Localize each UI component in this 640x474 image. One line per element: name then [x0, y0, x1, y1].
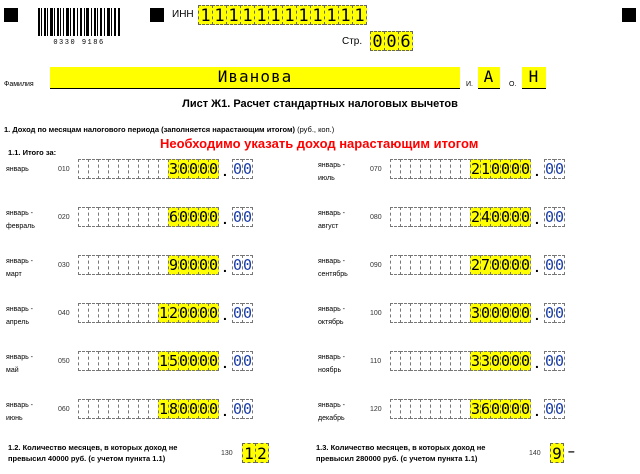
row-label-line2: март	[6, 271, 22, 278]
digit-cell[interactable]: 6	[398, 31, 413, 51]
kop-digit-cell[interactable]: 0	[545, 304, 555, 322]
row-label	[318, 305, 345, 327]
row-code: 010	[58, 166, 70, 173]
row-code: 020	[58, 214, 70, 221]
decimal-point: .	[223, 403, 227, 419]
initial-patronymic-label: О.	[509, 81, 517, 88]
rub-digit-cell[interactable]: 0	[179, 160, 189, 178]
rub-digit-cell[interactable]: 0	[521, 352, 531, 370]
right-amount-080[interactable]	[390, 205, 564, 229]
kop-digit-cell[interactable]: 0	[233, 352, 243, 370]
kop-digit-cell[interactable]: 0	[243, 256, 253, 274]
q12-label	[8, 442, 177, 464]
kop-digit-cell[interactable]: 0	[233, 400, 243, 418]
row-label-line1: январь -	[318, 306, 346, 313]
rub-digit-cell[interactable]: 6	[481, 400, 491, 418]
row-label-line1: январь -	[318, 162, 346, 169]
row-label-line2: июль	[318, 175, 335, 182]
digit-cell[interactable]: 1	[296, 5, 311, 25]
left-amount-020[interactable]	[78, 205, 252, 229]
rub-digit-cell[interactable]: 7	[481, 256, 491, 274]
rub-digit-cell[interactable]: 0	[209, 160, 219, 178]
row-label	[318, 401, 345, 423]
rub-digit-cell[interactable]: 0	[199, 352, 209, 370]
rub-digit-cell[interactable]: 0	[209, 304, 219, 322]
row-label-line2: февраль	[6, 223, 35, 230]
row-label-line1: январь	[6, 166, 29, 173]
rub-digit-cell[interactable]: 0	[189, 160, 199, 178]
decimal-point: .	[535, 403, 539, 419]
rub-digit-cell[interactable]: 0	[209, 352, 219, 370]
initial-name-label: И.	[466, 81, 473, 88]
row-label-line2: август	[318, 223, 339, 230]
alignment-marker-right	[622, 8, 636, 22]
rub-digit-cell[interactable]: 0	[501, 352, 511, 370]
row-label	[318, 161, 345, 183]
rub-digit-cell[interactable]: 0	[189, 352, 199, 370]
initial-name-field[interactable]: А	[478, 67, 500, 89]
decimal-point: .	[535, 211, 539, 227]
rub-digit-cell[interactable]: 0	[511, 256, 521, 274]
row-label	[6, 305, 33, 327]
kop-digit-cell[interactable]: 0	[555, 208, 565, 226]
row-label-line2: июнь	[6, 415, 23, 422]
rub-digit-cell[interactable]: 0	[491, 352, 501, 370]
rub-digit-cell[interactable]: 3	[481, 352, 491, 370]
kop-digit-cell[interactable]: 0	[545, 208, 555, 226]
digit-cell[interactable]: 1	[352, 5, 367, 25]
rub-digit-cell[interactable]: 0	[501, 400, 511, 418]
inn-label: ИНН	[172, 9, 194, 20]
decimal-point: .	[535, 259, 539, 275]
kop-digit-cell[interactable]: 0	[233, 304, 243, 322]
digit-cell[interactable]: 1	[240, 5, 255, 25]
q12-code: 130	[221, 450, 233, 457]
decimal-point: .	[223, 163, 227, 179]
q12-label-line1: 1.2. Количество месяцев, в которых доход не	[8, 443, 178, 452]
initial-patronymic-field[interactable]: Н	[522, 67, 546, 89]
digit-cell[interactable]: 1	[212, 5, 227, 25]
row-label-line2: октябрь	[318, 319, 344, 326]
row-label	[6, 257, 33, 279]
kop-digit-cell[interactable]: 0	[555, 160, 565, 178]
kop-digit-cell[interactable]: 0	[555, 400, 565, 418]
decimal-point: .	[223, 259, 227, 275]
kop-digit-cell[interactable]: 0	[243, 352, 253, 370]
rub-digit-cell[interactable]: 0	[481, 304, 491, 322]
row-code: 100	[370, 310, 382, 317]
rub-digit-cell[interactable]: 0	[209, 400, 219, 418]
inn-field[interactable]	[198, 5, 366, 25]
rub-digit-cell[interactable]: 3	[169, 160, 179, 178]
rub-digit-cell[interactable]: 0	[521, 160, 531, 178]
row-label	[6, 209, 35, 231]
decimal-point: .	[223, 355, 227, 371]
q13-code: 140	[529, 450, 541, 457]
row-label-line1: январь -	[318, 258, 346, 265]
decimal-point: .	[535, 163, 539, 179]
kop-digit-cell[interactable]: 0	[545, 352, 555, 370]
page-label: Стр.	[342, 36, 363, 47]
row-code: 110	[370, 358, 382, 365]
rub-digit-cell[interactable]: 0	[209, 256, 219, 274]
kop-digit-cell[interactable]: 0	[233, 160, 243, 178]
kop-digit-cell[interactable]: 0	[243, 160, 253, 178]
q12-digit[interactable]: 2	[255, 443, 269, 463]
decimal-point: .	[223, 307, 227, 323]
rub-digit-cell[interactable]: 0	[511, 400, 521, 418]
kop-digit-cell[interactable]: 0	[555, 256, 565, 274]
right-amount-120[interactable]	[390, 397, 564, 421]
barcode-icon	[38, 8, 120, 36]
q12-label-line2: превысил 40000 руб. (с учетом пункта 1.1)	[8, 454, 166, 463]
rub-digit-cell[interactable]: 0	[189, 256, 199, 274]
row-label-line2: апрель	[6, 319, 29, 326]
digit-cell[interactable]: 1	[254, 5, 269, 25]
row-label-line1: январь -	[318, 354, 346, 361]
barcode-number: 0330 9186	[53, 39, 105, 47]
row-label-line2: сентябрь	[318, 271, 348, 278]
rub-digit-cell[interactable]: 0	[511, 208, 521, 226]
subsection-1-1: 1.1. Итого за:	[8, 148, 57, 157]
left-amount-060[interactable]	[78, 397, 252, 421]
right-amount-100[interactable]	[390, 301, 564, 325]
sheet-title: Лист Ж1. Расчет стандартных налоговых вычетов	[182, 98, 458, 110]
kop-digit-cell[interactable]: 0	[243, 304, 253, 322]
row-label-line1: январь -	[318, 210, 346, 217]
rub-digit-cell[interactable]: 0	[179, 256, 189, 274]
rub-digit-cell[interactable]: 3	[471, 400, 481, 418]
surname-label: Фамилия	[4, 81, 34, 88]
rub-digit-cell[interactable]: 0	[491, 208, 501, 226]
q13-dash: –	[568, 444, 575, 458]
row-code: 090	[370, 262, 382, 269]
digit-cell[interactable]: 0	[370, 31, 385, 51]
row-label	[318, 353, 345, 375]
rub-digit-cell[interactable]: 0	[501, 160, 511, 178]
rub-digit-cell[interactable]: 1	[159, 352, 169, 370]
q13-label-line1: 1.3. Количество месяцев, в которых доход не	[316, 443, 486, 452]
left-amount-040[interactable]	[78, 301, 252, 325]
digit-cell[interactable]: 1	[338, 5, 353, 25]
kop-digit-cell[interactable]: 0	[545, 256, 555, 274]
digit-cell[interactable]: 1	[268, 5, 283, 25]
q13-label	[316, 442, 485, 464]
rub-digit-cell[interactable]: 0	[179, 208, 189, 226]
rub-digit-cell[interactable]: 1	[159, 304, 169, 322]
rub-digit-cell[interactable]: 0	[511, 304, 521, 322]
annotation-note: Необходимо указать доход нарастающим итогом	[160, 136, 479, 151]
row-code: 050	[58, 358, 70, 365]
row-label-line1: январь -	[318, 402, 346, 409]
rub-digit-cell[interactable]: 1	[159, 400, 169, 418]
rub-digit-cell[interactable]: 5	[169, 352, 179, 370]
q12-digit[interactable]: 1	[242, 443, 256, 463]
page-number-field[interactable]	[370, 31, 412, 51]
q13-label-line2: превысил 280000 руб. (с учетом пункта 1.1)	[316, 454, 478, 463]
row-label	[318, 209, 345, 231]
rub-digit-cell[interactable]: 0	[179, 400, 189, 418]
rub-digit-cell[interactable]: 0	[521, 256, 531, 274]
row-label-line1: январь -	[6, 210, 34, 217]
rub-digit-cell[interactable]: 0	[199, 160, 209, 178]
surname-field[interactable]: Иванова	[50, 67, 460, 89]
digit-cell[interactable]: 1	[198, 5, 213, 25]
left-amount-050[interactable]	[78, 349, 252, 373]
row-label-line1: январь -	[6, 306, 34, 313]
rub-digit-cell[interactable]: 0	[179, 352, 189, 370]
rub-digit-cell[interactable]: 0	[209, 208, 219, 226]
rub-digit-cell[interactable]: 0	[491, 160, 501, 178]
rub-digit-cell[interactable]: 0	[189, 304, 199, 322]
kop-digit-cell[interactable]: 0	[233, 208, 243, 226]
rub-digit-cell[interactable]: 8	[169, 400, 179, 418]
rub-digit-cell[interactable]: 0	[511, 352, 521, 370]
decimal-point: .	[223, 211, 227, 227]
rub-digit-cell[interactable]: 0	[521, 208, 531, 226]
left-amount-030[interactable]	[78, 253, 252, 277]
rub-digit-cell[interactable]: 0	[501, 208, 511, 226]
row-label-line1: январь -	[6, 354, 34, 361]
row-label-line2: май	[6, 367, 19, 374]
rub-digit-cell[interactable]: 1	[481, 160, 491, 178]
rub-digit-cell[interactable]: 2	[471, 160, 481, 178]
row-label	[6, 353, 33, 375]
row-code: 040	[58, 310, 70, 317]
section-1-bold: 1. Доход по месяцам налогового периода (заполняется нарастающим итогом)	[4, 125, 296, 134]
rub-digit-cell[interactable]: 2	[471, 256, 481, 274]
rub-digit-cell[interactable]: 0	[501, 304, 511, 322]
kop-digit-cell[interactable]: 0	[555, 304, 565, 322]
alignment-marker-mid	[150, 8, 164, 22]
rub-digit-cell[interactable]: 9	[169, 256, 179, 274]
rub-digit-cell[interactable]: 0	[521, 304, 531, 322]
kop-digit-cell[interactable]: 0	[545, 400, 555, 418]
digit-cell[interactable]: 0	[384, 31, 399, 51]
digit-cell[interactable]: 1	[324, 5, 339, 25]
left-amount-010[interactable]	[78, 157, 252, 181]
digit-cell[interactable]: 1	[282, 5, 297, 25]
rub-digit-cell[interactable]: 0	[491, 400, 501, 418]
kop-digit-cell[interactable]: 0	[555, 352, 565, 370]
rub-digit-cell[interactable]: 0	[491, 256, 501, 274]
rub-digit-cell[interactable]: 2	[471, 208, 481, 226]
right-amount-110[interactable]	[390, 349, 564, 373]
rub-digit-cell[interactable]: 0	[501, 256, 511, 274]
row-code: 070	[370, 166, 382, 173]
rub-digit-cell[interactable]: 0	[199, 256, 209, 274]
row-label	[6, 401, 33, 423]
row-code: 030	[58, 262, 70, 269]
rub-digit-cell[interactable]: 3	[471, 304, 481, 322]
rub-digit-cell[interactable]: 4	[481, 208, 491, 226]
alignment-marker-left	[4, 8, 18, 22]
rub-digit-cell[interactable]: 0	[199, 304, 209, 322]
rub-digit-cell[interactable]: 0	[199, 400, 209, 418]
right-amount-070[interactable]	[390, 157, 564, 181]
decimal-point: .	[535, 355, 539, 371]
digit-cell[interactable]: 1	[226, 5, 241, 25]
q13-digit[interactable]: 9	[550, 443, 564, 463]
rub-digit-cell[interactable]: 0	[199, 208, 209, 226]
row-code: 080	[370, 214, 382, 221]
rub-digit-cell[interactable]: 6	[169, 208, 179, 226]
rub-digit-cell[interactable]: 3	[471, 352, 481, 370]
rub-digit-cell[interactable]: 0	[491, 304, 501, 322]
kop-digit-cell[interactable]: 0	[545, 160, 555, 178]
rub-digit-cell[interactable]: 0	[189, 208, 199, 226]
right-amount-090[interactable]	[390, 253, 564, 277]
rub-digit-cell[interactable]: 0	[521, 400, 531, 418]
row-code: 060	[58, 406, 70, 413]
section-1-units: (руб., коп.)	[295, 125, 335, 134]
digit-cell[interactable]: 1	[310, 5, 325, 25]
row-label-line1: январь -	[6, 258, 34, 265]
row-code: 120	[370, 406, 382, 413]
kop-digit-cell[interactable]: 0	[233, 256, 243, 274]
row-label-line2: ноябрь	[318, 367, 342, 374]
kop-digit-cell[interactable]: 0	[243, 208, 253, 226]
rub-digit-cell[interactable]: 0	[189, 400, 199, 418]
decimal-point: .	[535, 307, 539, 323]
row-label	[318, 257, 348, 279]
row-label	[6, 165, 29, 174]
section-1-heading	[4, 125, 334, 134]
row-label-line2: декабрь	[318, 415, 345, 422]
rub-digit-cell[interactable]: 2	[169, 304, 179, 322]
kop-digit-cell[interactable]: 0	[243, 400, 253, 418]
row-label-line1: январь -	[6, 402, 34, 409]
rub-digit-cell[interactable]: 0	[511, 160, 521, 178]
rub-digit-cell[interactable]: 0	[179, 304, 189, 322]
